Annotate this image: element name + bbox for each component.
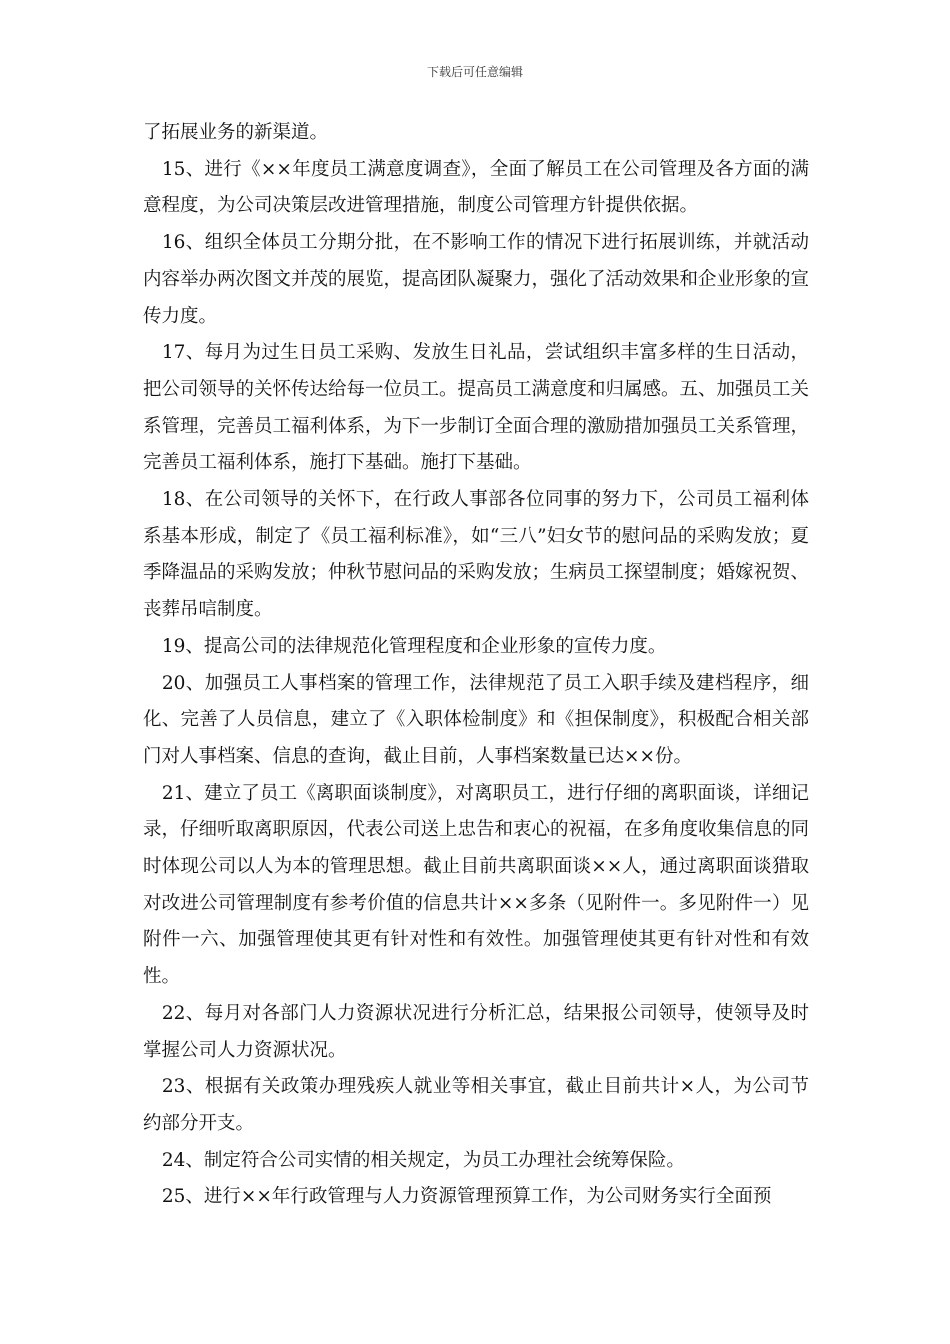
paragraph-item-17: 17、每月为过生日员工采购、发放生日礼品，尝试组织丰富多样的生日活动，把公司领导的关怀传达给每一位员工。提高员工满意度和归属感。五、加强员工关系管理，完善员工福利体系，为下一步制订全面合理的激励措加强员工关系管理，完善员工福利体系，施打下基础。施打下基础。 (143, 342, 810, 474)
paragraph-item-23: 23、根据有关政策办理残疾人就业等相关事宜，截止目前共计×人，为公司节约部分开支。 (143, 1076, 809, 1134)
paragraph-item-25: 25、进行××年行政管理与人力资源管理预算工作，为公司财务实行全面预 (161, 1186, 772, 1208)
page-header: 下载后可任意编辑 (426, 65, 523, 79)
document-body (143, 115, 809, 1216)
paragraph-item-20: 20、加强员工人事档案的管理工作，法律规范了员工入职手续及建档程序，细化、完善了人员信息，建立了《入职体检制度》和《担保制度》，积极配合相关部门对人事档案、信息的查询，截止目前，人事档案数量已达××份。 (143, 672, 809, 767)
paragraph-item-15: 15、进行《××年度员工满意度调查》，全面了解员工在公司管理及各方面的满意程度，为公司决策层改进管理措施，制度公司管理方针提供依据。 (143, 158, 809, 217)
paragraph-item-18: 18、在公司领导的关怀下，在行政人事部各位同事的努力下，公司员工福利体系基本形成，制定了《员工福利标准》，如“三八”妇女节的慰问品的采购发放；夏季降温品的采购发放；仲秋节慰问品的采购发放；生病员工探望制度；婚嫁祝贺、丧葬吊唁制度。 (143, 489, 810, 621)
paragraph-item-16: 16、组织全体员工分期分批，在不影响工作的情况下进行拓展训练，并就活动内容举办两次图文并茂的展览，提高团队凝聚力，强化了活动效果和企业形象的宣传力度。 (143, 232, 810, 327)
paragraph-item-19: 19、提高公司的法律规范化管理程度和企业形象的宣传力度。 (161, 635, 667, 657)
paragraph-item-22: 22、每月对各部门人力资源状况进行分析汇总，结果报公司领导，使领导及时掌握公司人力资源状况。 (143, 1002, 809, 1061)
paragraph-item-24: 24、制定符合公司实情的相关规定，为员工办理社会统筹保险。 (161, 1149, 685, 1171)
paragraph-continuation: 了拓展业务的新渠道。 (143, 122, 329, 143)
paragraph-item-21: 21、建立了员工《离职面谈制度》，对离职员工，进行仔细的离职面谈，详细记录，仔细听取离职原因，代表公司送上忠告和衷心的祝福，在多角度收集信息的同时体现公司以人为本的管理思想。截止目前共离职面谈××人，通过离职面谈猎取对改进公司管理制度有参考价值的信息共计××多条（见附件一。多见附件一）见附件一六、加强管理使其更有针对性和有效性。加强管理使其更有针对性和有效性。 (143, 782, 810, 988)
